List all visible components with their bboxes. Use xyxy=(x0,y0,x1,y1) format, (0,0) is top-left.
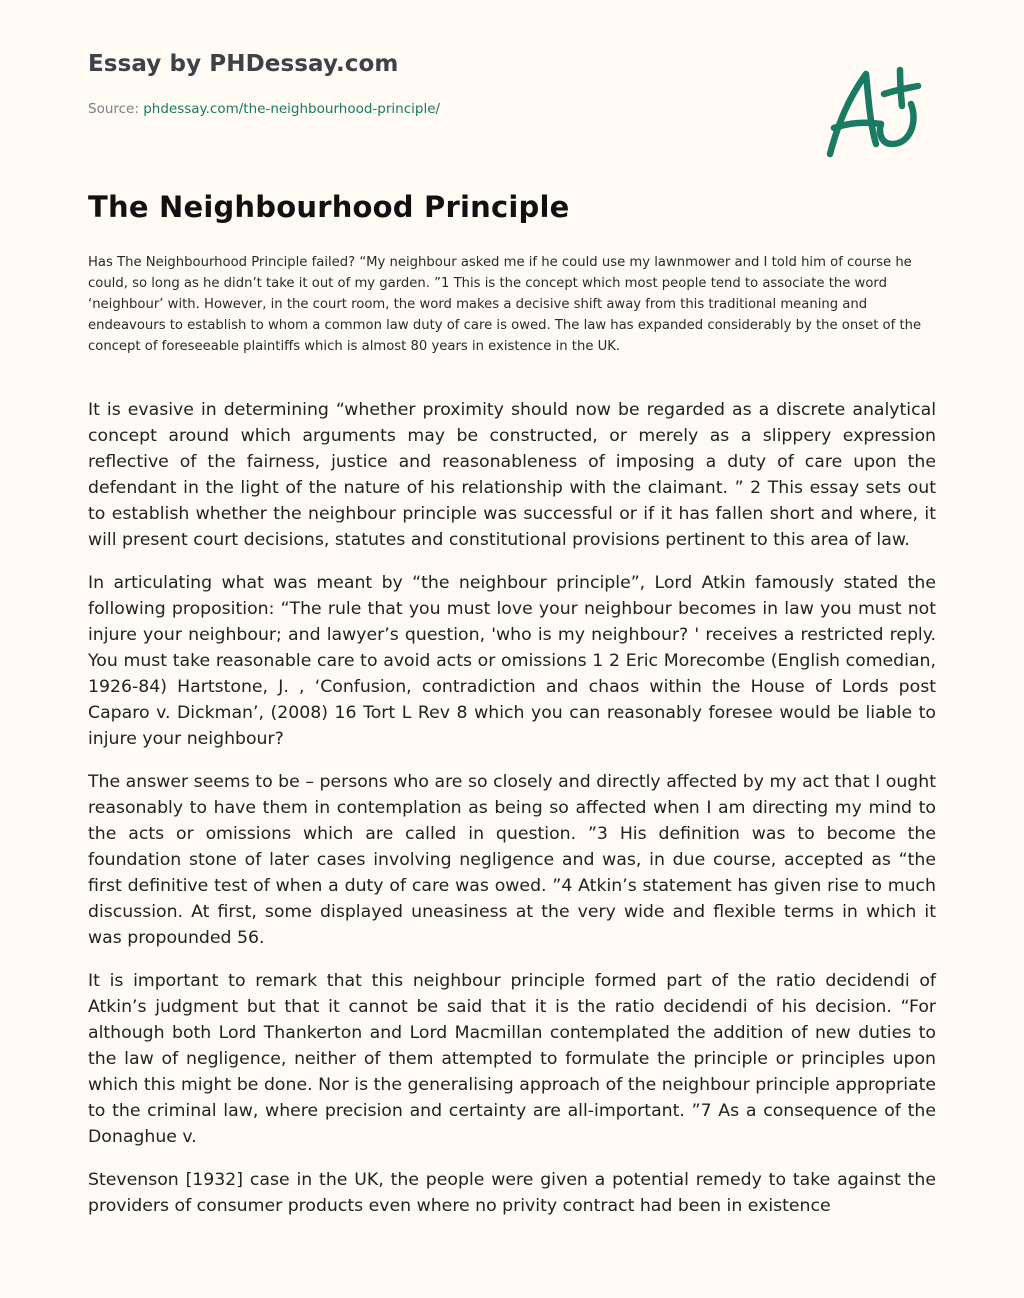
essay-paragraph: It is evasive in determining “whether proximity should now be regarded as a discrete analytical concept around which arguments may be constructed, or merely as a slippery expression reflective of the fairness, justice and reasonableness of imposing a duty of care upon the defendant in the light of the nature of his relationship with the claimant. ” 2 This essay sets out to establish whether the neighbour principle was successful or if it has fallen short and where, it will present court decisions, statutes and constitutional provisions pertinent to this area of law. xyxy=(88,400,936,550)
source-link[interactable]: phdessay.com/the-neighbourhood-principle/ xyxy=(143,101,441,117)
essay-paragraph: It is important to remark that this neighbour principle formed part of the ratio decidendi of Atkin’s judgment but that it cannot be said that it is the ratio decidendi of his decision. “For although both Lord Thankerton and Lord Macmillan contemplated the addition of new duties to the law of negligence, neither of them attempted to formulate the principle or principles upon which this might be done. Nor is the generalising approach of the neighbour principle appropriate to the criminal law, where precision and certainty are all-important. ”7 As a consequence of the Donaghue v. xyxy=(88,971,936,1147)
essay-body xyxy=(88,397,936,1236)
essay-intro: Has The Neighbourhood Principle failed? “My neighbour asked me if he could use my lawnmower and I told him of course he could, so long as he didn’t take it out of my garden. ”1 This is the concept which most people tend to associate the word ‘neighbour’ with. However, in the court room, the word makes a decisive shift away from this traditional meaning and endeavours to establish to whom a common law duty of care is owed. The law has expanded considerably by the onset of the concept of foreseeable plaintiffs which is almost 80 years in existence in the UK. xyxy=(88,255,922,354)
essay-paragraph: In articulating what was meant by “the neighbour principle”, Lord Atkin famously stated the following proposition: “The rule that you must love your neighbour becomes in law you must not injure your neighbour; and lawyer’s question, 'who is my neighbour? ' receives a restricted reply. You must take reasonable care to avoid acts or omissions 1 2 Eric Morecombe (English comedian, 1926-84) Hartstone, J. , ‘Confusion, contradiction and chaos within the House of Lords post Caparo v. Dickman’, (2008) 16 Tort L Rev 8 which you can reasonably foresee would be liable to injure your neighbour? xyxy=(88,573,936,749)
essay-paragraph: Stevenson [1932] case in the UK, the people were given a potential remedy to take against the providers of consumer products even where no privity contract had been in existence xyxy=(88,1170,936,1216)
a-plus-grade-icon xyxy=(826,64,926,160)
site-header xyxy=(88,0,936,160)
essay-page xyxy=(88,0,936,1216)
essay-title: The Neighbourhood Principle xyxy=(88,190,570,224)
source-line xyxy=(88,101,440,117)
source-label: Source: xyxy=(88,101,144,117)
essay-paragraph: The answer seems to be – persons who are so closely and directly affected by my act that I ought reasonably to have them in contemplation as being so affected when I am directing my mind to the acts or omissions which are called in question. ”3 His definition was to become the foundation stone of later cases involving negligence and was, in due course, accepted as “the first definitive test of when a duty of care was owed. ”4 Atkin’s statement has given rise to much discussion. At first, some displayed uneasiness at the very wide and flexible terms in which it was propounded 56. xyxy=(88,772,936,948)
site-brand: Essay by PHDessay.com xyxy=(88,51,399,77)
